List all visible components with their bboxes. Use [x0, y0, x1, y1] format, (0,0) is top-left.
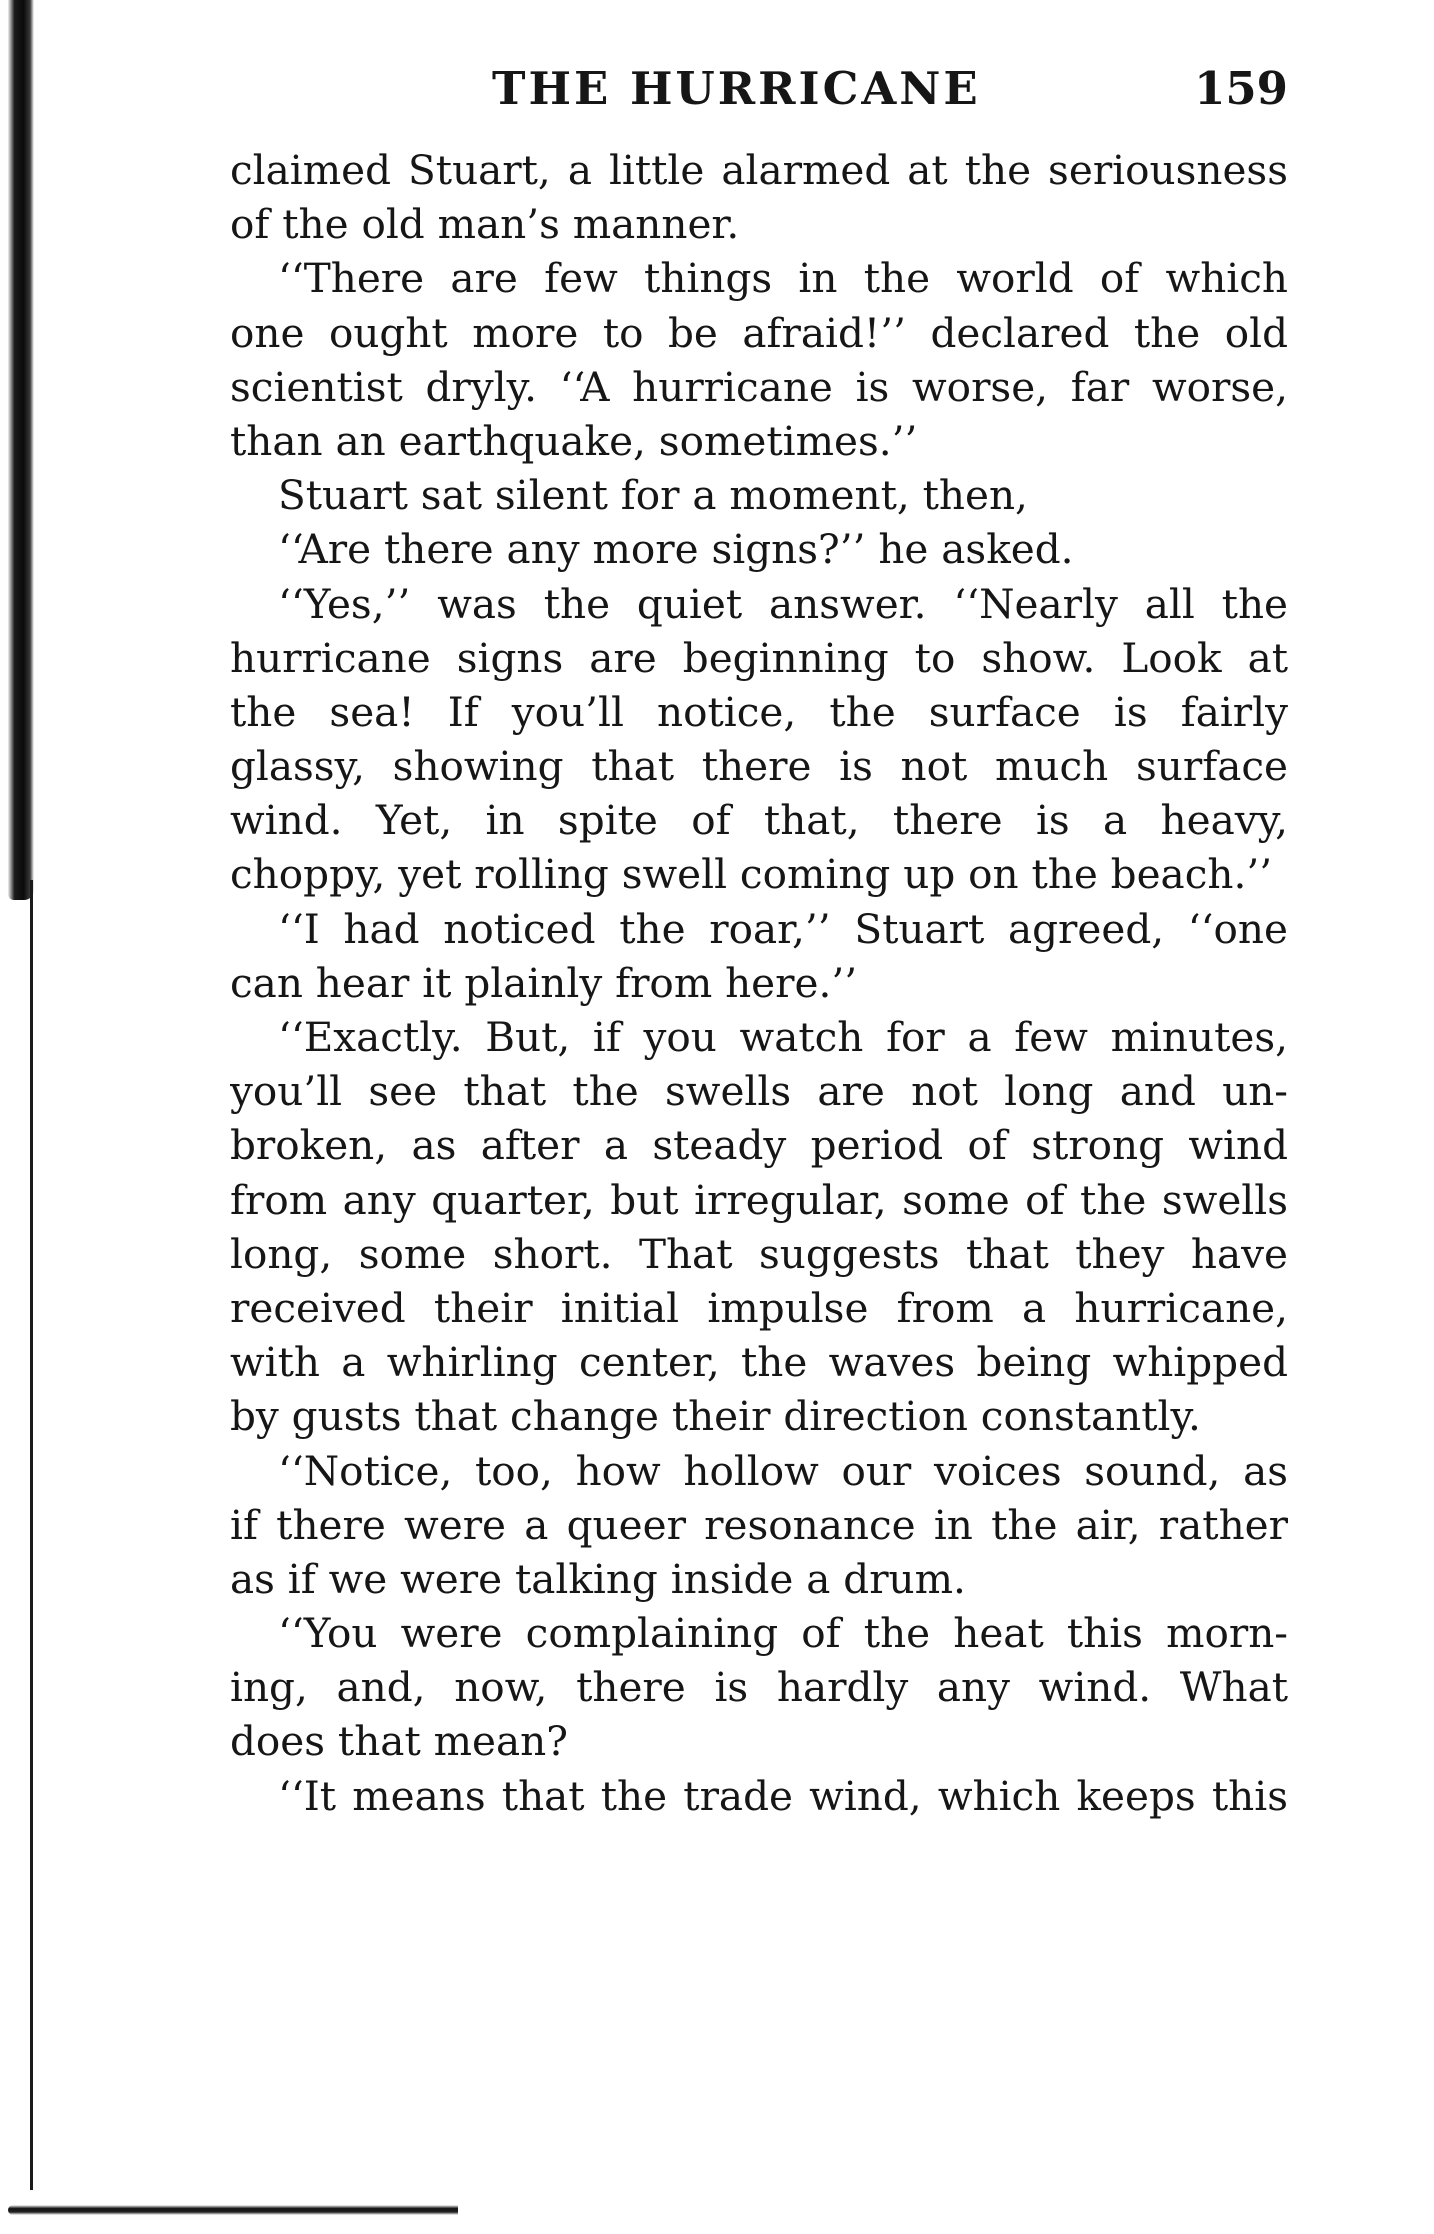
text-line: Stuart sat silent for a moment, then,: [278, 471, 1028, 520]
page-number: 159: [1194, 62, 1288, 115]
text-line: ‘‘Notice, too, how hollow our voices sound, as: [278, 1446, 1288, 1495]
text-line: than an earthquake, sometimes.’’: [230, 416, 918, 465]
text-line: claimed Stuart, a little alarmed at the seriousness: [230, 146, 1288, 194]
text-line: long, some short. That suggests that they have: [230, 1229, 1288, 1278]
text-line: choppy, yet rolling swell coming up on the beach.’’: [230, 850, 1273, 899]
text-line: ‘‘It means that the trade wind, which keeps this: [278, 1771, 1288, 1820]
text-line: ‘‘You were complaining of the heat this morn-: [278, 1609, 1288, 1658]
page-binding-edge: [0, 0, 60, 2234]
text-line: ‘‘I had noticed the roar,’’ Stuart agreed, ‘‘one: [278, 904, 1288, 953]
body-text: [230, 143, 1288, 1823]
text-line: ‘‘Are there any more signs?’’ he asked.: [278, 525, 1074, 574]
text-line: wind. Yet, in spite of that, there is a heavy,: [230, 796, 1288, 845]
text-line: hurricane signs are beginning to show. Look at: [230, 633, 1288, 682]
text-line: ing, and, now, there is hardly any wind. What: [230, 1663, 1288, 1712]
text-line: if there were a queer resonance in the air, rather: [230, 1500, 1288, 1549]
text-line: the sea! If you’ll notice, the surface is fairly: [230, 687, 1288, 736]
running-title: THE HURRICANE: [492, 62, 981, 115]
text-line: does that mean?: [230, 1717, 568, 1766]
text-line: one ought more to be afraid!’’ declared the old: [230, 308, 1288, 357]
page-bottom-edge: [8, 2205, 458, 2215]
text-line: with a whirling center, the waves being whipped: [230, 1338, 1288, 1387]
text-line: broken, as after a steady period of strong wind: [230, 1121, 1288, 1170]
text-line: can hear it plainly from here.’’: [230, 958, 858, 1007]
binding-line: [30, 880, 33, 2190]
text-line: glassy, showing that there is not much surface: [230, 742, 1288, 791]
text-line: as if we were talking inside a drum.: [230, 1554, 966, 1603]
binding-shadow: [8, 0, 34, 900]
text-line: from any quarter, but irregular, some of the swells: [230, 1175, 1288, 1224]
page-header: [230, 62, 1288, 122]
text-line: ‘‘Yes,’’ was the quiet answer. ‘‘Nearly all the: [278, 579, 1288, 628]
text-line: you’ll see that the swells are not long and un-: [230, 1067, 1288, 1116]
text-line: ‘‘There are few things in the world of which: [278, 254, 1288, 303]
text-line: of the old man’s manner.: [230, 200, 740, 249]
text-line: ‘‘Exactly. But, if you watch for a few minutes,: [278, 1013, 1288, 1061]
text-line: scientist dryly. ‘‘A hurricane is worse, far worse,: [230, 362, 1288, 411]
text-line: received their initial impulse from a hurricane,: [230, 1283, 1288, 1332]
text-line: by gusts that change their direction constantly.: [230, 1392, 1201, 1441]
